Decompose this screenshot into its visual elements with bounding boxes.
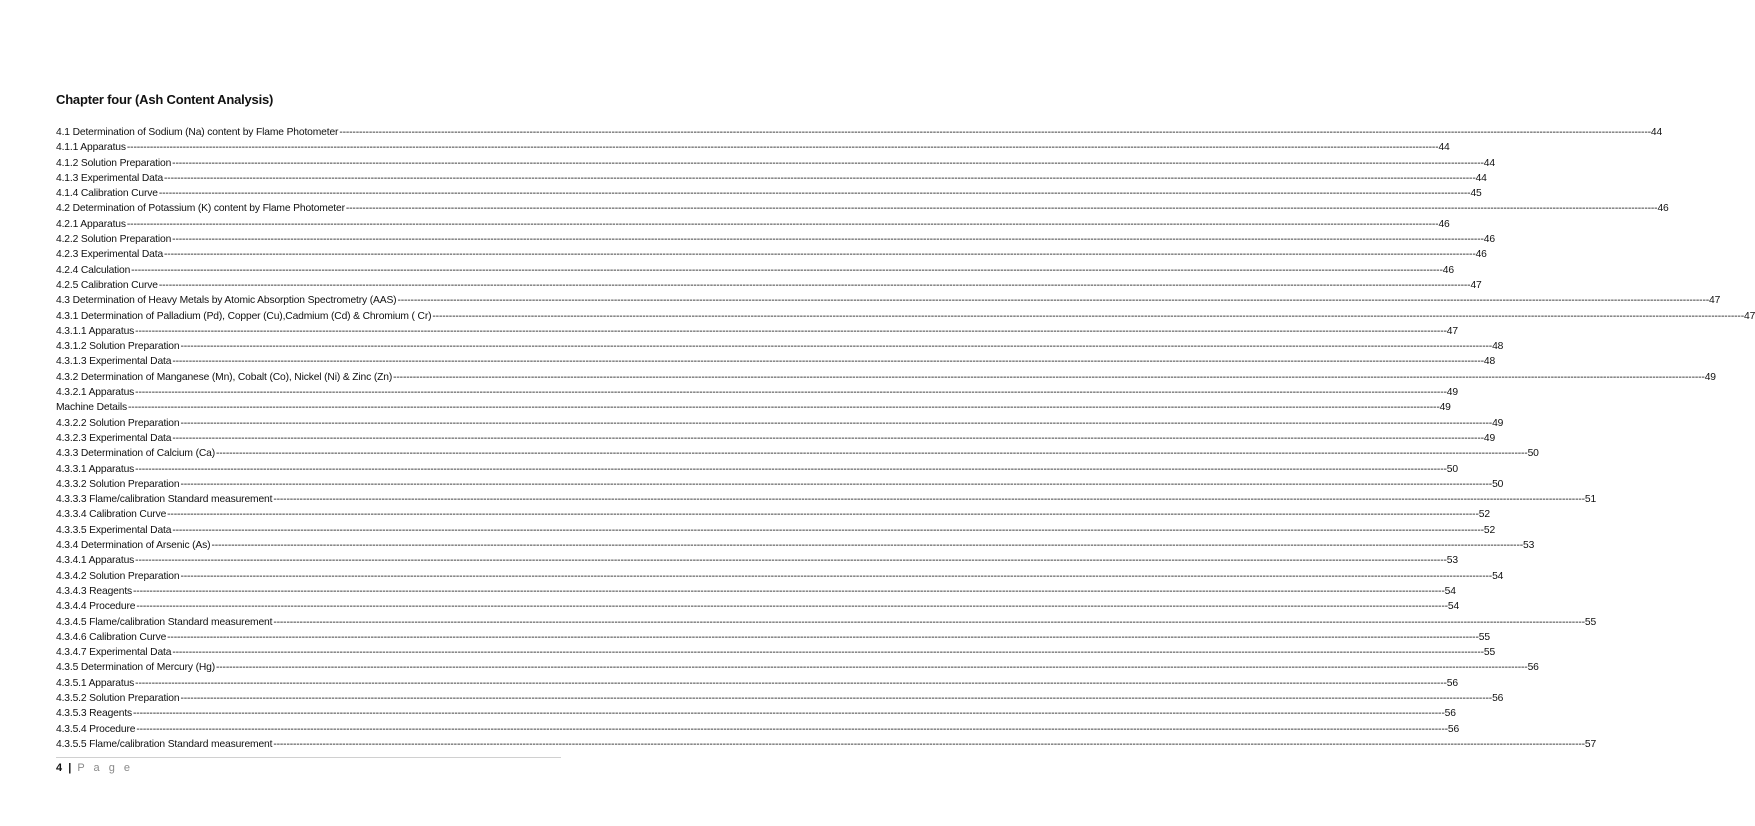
toc-entry[interactable] (56, 492, 1597, 507)
toc-entry-page: 56 (1448, 722, 1459, 737)
toc-entry-line (56, 171, 1487, 186)
toc-entry-label: 4.3.4.3 Reagents (56, 584, 133, 599)
toc-dash-leader: ---------------------------------------------------------------------------------------------------------------------------------------------------------------------------------------------------------------------------------------------------------------------------------------------------------------------------------------------------------------------------------------------------------------- (180, 570, 1493, 582)
toc-entry-page: 57 (1585, 737, 1596, 752)
toc-entry-label: 4.3.1.3 Experimental Data (56, 354, 172, 369)
toc-entry-page: 55 (1479, 630, 1490, 645)
toc-entry-page: 53 (1447, 553, 1458, 568)
toc-entry-label: 4.3.5 Determination of Mercury (Hg) (56, 660, 216, 675)
toc-entry-page: 50 (1528, 446, 1539, 461)
toc-entry[interactable] (56, 293, 1721, 308)
toc-entry-label: 4.3.5.3 Reagents (56, 706, 133, 721)
toc-dash-leader: ---------------------------------------------------------------------------------------------------------------------------------------------------------------------------------------------------------------------------------------------------------------------------------------------------------------------------------------------------------------------------------------------------------------- (216, 448, 1528, 460)
toc-entry-label: 4.3.3.4 Calibration Curve (56, 507, 167, 522)
toc-entry-page: 52 (1479, 507, 1490, 522)
toc-dash-leader: ---------------------------------------------------------------------------------------------------------------------------------------------------------------------------------------------------------------------------------------------------------------------------------------------------------------------------------------------------------------------------------------------------------------- (216, 662, 1528, 674)
toc-entry[interactable] (56, 599, 1460, 614)
toc-entry-line (56, 722, 1460, 737)
toc-dash-leader: ---------------------------------------------------------------------------------------------------------------------------------------------------------------------------------------------------------------------------------------------------------------------------------------------------------------------------------------------------------------------------------------------------------------- (273, 738, 1585, 750)
toc-entry[interactable] (56, 217, 1450, 232)
toc-entry[interactable] (56, 263, 1454, 278)
toc-dash-leader: ---------------------------------------------------------------------------------------------------------------------------------------------------------------------------------------------------------------------------------------------------------------------------------------------------------------------------------------------------------------------------------------------------------------- (126, 218, 1439, 230)
toc-entry-page: 51 (1585, 492, 1596, 507)
toc-dash-leader: ---------------------------------------------------------------------------------------------------------------------------------------------------------------------------------------------------------------------------------------------------------------------------------------------------------------------------------------------------------------------------------------------------------------- (432, 310, 1744, 322)
toc-entry-label: 4.3.3 Determination of Calcium (Ca) (56, 446, 216, 461)
toc-entry-line (56, 492, 1597, 507)
toc-entry-line (56, 477, 1504, 492)
toc-entry[interactable] (56, 324, 1458, 339)
toc-entry-page: 52 (1484, 523, 1495, 538)
toc-entry-page: 46 (1438, 217, 1449, 232)
toc-entry-page: 56 (1492, 691, 1503, 706)
toc-entry-line (56, 385, 1458, 400)
toc-entry-line (56, 140, 1450, 155)
toc-entry-line (56, 645, 1496, 660)
toc-entry[interactable] (56, 584, 1456, 599)
toc-entry-line (56, 416, 1504, 431)
toc-dash-leader: ---------------------------------------------------------------------------------------------------------------------------------------------------------------------------------------------------------------------------------------------------------------------------------------------------------------------------------------------------------------------------------------------------------------- (135, 325, 1447, 337)
toc-entry[interactable] (56, 416, 1504, 431)
toc-entry-line (56, 324, 1458, 339)
toc-entry-label: 4.3.5.2 Solution Preparation (56, 691, 180, 706)
toc-entry-line (56, 462, 1458, 477)
toc-entry[interactable] (56, 691, 1504, 706)
toc-entry-page: 44 (1438, 140, 1449, 155)
toc-entry[interactable] (56, 645, 1496, 660)
toc-entry-label: Machine Details (56, 400, 128, 415)
toc-entry-label: 4.2.4 Calculation (56, 263, 131, 278)
toc-entry-line (56, 523, 1496, 538)
table-of-contents (56, 125, 1755, 752)
toc-entry[interactable] (56, 171, 1487, 186)
toc-entry-page: 47 (1447, 324, 1458, 339)
toc-entry-label: 4.2.5 Calibration Curve (56, 278, 159, 293)
toc-entry[interactable] (56, 737, 1597, 752)
toc-entry-label: 4.3.4.6 Calibration Curve (56, 630, 167, 645)
toc-entry[interactable] (56, 523, 1496, 538)
toc-entry-line (56, 706, 1456, 721)
toc-entry-page: 46 (1484, 232, 1495, 247)
toc-entry-line (56, 446, 1539, 461)
footer-page-word: P a g e (77, 762, 133, 774)
toc-entry-label: 4.3.5.4 Procedure (56, 722, 136, 737)
toc-entry-line (56, 507, 1490, 522)
toc-entry[interactable] (56, 201, 1669, 216)
toc-entry[interactable] (56, 156, 1495, 171)
toc-dash-leader: ---------------------------------------------------------------------------------------------------------------------------------------------------------------------------------------------------------------------------------------------------------------------------------------------------------------------------------------------------------------------------------------------------------------- (273, 616, 1585, 628)
toc-dash-leader: ---------------------------------------------------------------------------------------------------------------------------------------------------------------------------------------------------------------------------------------------------------------------------------------------------------------------------------------------------------------------------------------------------------------- (345, 203, 1658, 215)
toc-entry-label: 4.3.3.2 Solution Preparation (56, 477, 180, 492)
toc-entry-line (56, 293, 1721, 308)
toc-dash-leader: ---------------------------------------------------------------------------------------------------------------------------------------------------------------------------------------------------------------------------------------------------------------------------------------------------------------------------------------------------------------------------------------------------------------- (172, 432, 1484, 444)
toc-dash-leader: ---------------------------------------------------------------------------------------------------------------------------------------------------------------------------------------------------------------------------------------------------------------------------------------------------------------------------------------------------------------------------------------------------------------- (172, 647, 1484, 659)
toc-entry-label: 4.3.4 Determination of Arsenic (As) (56, 538, 211, 553)
toc-entry[interactable] (56, 462, 1458, 477)
toc-entry-line (56, 630, 1490, 645)
toc-entry-page: 50 (1447, 462, 1458, 477)
toc-entry-label: 4.1.4 Calibration Curve (56, 186, 159, 201)
toc-entry-line (56, 339, 1504, 354)
toc-entry-page: 47 (1709, 293, 1720, 308)
toc-entry-page: 50 (1492, 477, 1503, 492)
toc-entry-page: 49 (1440, 400, 1451, 415)
toc-dash-leader: ---------------------------------------------------------------------------------------------------------------------------------------------------------------------------------------------------------------------------------------------------------------------------------------------------------------------------------------------------------------------------------------------------------------- (397, 295, 1710, 307)
toc-entry[interactable] (56, 278, 1482, 293)
toc-entry-label: 4.3.5.5 Flame/calibration Standard measurement (56, 737, 273, 752)
toc-dash-leader: ---------------------------------------------------------------------------------------------------------------------------------------------------------------------------------------------------------------------------------------------------------------------------------------------------------------------------------------------------------------------------------------------------------------- (136, 723, 1448, 735)
toc-entry[interactable] (56, 186, 1482, 201)
chapter-title: Chapter four (Ash Content Analysis) (56, 92, 274, 107)
toc-entry[interactable] (56, 706, 1456, 721)
toc-entry-page: 45 (1470, 186, 1481, 201)
toc-entry-label: 4.3.3.3 Flame/calibration Standard measurement (56, 492, 273, 507)
toc-entry-line (56, 400, 1451, 415)
toc-entry-label: 4.1.3 Experimental Data (56, 171, 164, 186)
toc-entry[interactable] (56, 507, 1490, 522)
toc-entry-label: 4.1.2 Solution Preparation (56, 156, 172, 171)
toc-entry-label: 4.3.2.3 Experimental Data (56, 431, 172, 446)
toc-entry-line (56, 217, 1450, 232)
toc-dash-leader: ---------------------------------------------------------------------------------------------------------------------------------------------------------------------------------------------------------------------------------------------------------------------------------------------------------------------------------------------------------------------------------------------------------------- (339, 127, 1651, 138)
toc-dash-leader: ---------------------------------------------------------------------------------------------------------------------------------------------------------------------------------------------------------------------------------------------------------------------------------------------------------------------------------------------------------------------------------------------------------------- (172, 157, 1484, 169)
toc-entry-page: 55 (1585, 615, 1596, 630)
toc-dash-leader: ---------------------------------------------------------------------------------------------------------------------------------------------------------------------------------------------------------------------------------------------------------------------------------------------------------------------------------------------------------------------------------------------------------------- (136, 601, 1448, 613)
toc-entry-label: 4.2.1 Apparatus (56, 217, 127, 232)
toc-dash-leader: ---------------------------------------------------------------------------------------------------------------------------------------------------------------------------------------------------------------------------------------------------------------------------------------------------------------------------------------------------------------------------------------------------------------- (172, 356, 1484, 368)
toc-entry-line (56, 201, 1669, 216)
toc-entry-label: 4.3.1.2 Solution Preparation (56, 339, 180, 354)
toc-entry-page: 44 (1476, 171, 1487, 186)
toc-entry-label: 4.3.4.1 Apparatus (56, 553, 135, 568)
toc-dash-leader: ---------------------------------------------------------------------------------------------------------------------------------------------------------------------------------------------------------------------------------------------------------------------------------------------------------------------------------------------------------------------------------------------------------------- (273, 494, 1585, 506)
toc-entry[interactable] (56, 125, 1663, 140)
toc-entry-page: 47 (1744, 309, 1755, 324)
toc-dash-leader: ---------------------------------------------------------------------------------------------------------------------------------------------------------------------------------------------------------------------------------------------------------------------------------------------------------------------------------------------------------------------------------------------------------------- (126, 142, 1439, 154)
toc-entry-label: 4.3.1 Determination of Palladium (Pd), Copper (Cu),Cadmium (Cd) & Chromium ( Cr) (56, 309, 432, 324)
toc-entry-page: 49 (1705, 370, 1716, 385)
toc-entry[interactable] (56, 446, 1539, 461)
toc-entry-page: 46 (1476, 247, 1487, 262)
toc-entry[interactable] (56, 676, 1458, 691)
toc-dash-leader: ---------------------------------------------------------------------------------------------------------------------------------------------------------------------------------------------------------------------------------------------------------------------------------------------------------------------------------------------------------------------------------------------------------------- (135, 463, 1447, 475)
toc-entry-page: 49 (1492, 416, 1503, 431)
footer-page-number: 4 (56, 762, 63, 774)
toc-entry[interactable] (56, 354, 1496, 369)
toc-dash-leader: ---------------------------------------------------------------------------------------------------------------------------------------------------------------------------------------------------------------------------------------------------------------------------------------------------------------------------------------------------------------------------------------------------------------- (180, 341, 1493, 353)
toc-entry-page: 49 (1484, 431, 1495, 446)
toc-entry-line (56, 538, 1535, 553)
toc-entry-line (56, 737, 1597, 752)
toc-entry-label: 4.3.3.5 Experimental Data (56, 523, 172, 538)
toc-entry-line (56, 232, 1495, 247)
toc-entry-line (56, 660, 1539, 675)
toc-entry-page: 49 (1447, 385, 1458, 400)
toc-entry-label: 4.3 Determination of Heavy Metals by Atomic Absorption Spectrometry (AAS) (56, 293, 397, 308)
toc-entry-label: 4.3.2 Determination of Manganese (Mn), Cobalt (Co), Nickel (Ni) & Zinc (Zn) (56, 370, 393, 385)
toc-entry-label: 4.3.2.1 Apparatus (56, 385, 135, 400)
toc-dash-leader: ---------------------------------------------------------------------------------------------------------------------------------------------------------------------------------------------------------------------------------------------------------------------------------------------------------------------------------------------------------------------------------------------------------------- (180, 692, 1493, 704)
toc-dash-leader: ---------------------------------------------------------------------------------------------------------------------------------------------------------------------------------------------------------------------------------------------------------------------------------------------------------------------------------------------------------------------------------------------------------------- (135, 677, 1447, 689)
toc-dash-leader: ---------------------------------------------------------------------------------------------------------------------------------------------------------------------------------------------------------------------------------------------------------------------------------------------------------------------------------------------------------------------------------------------------------------- (133, 708, 1445, 720)
toc-entry-label: 4.3.4.5 Flame/calibration Standard measurement (56, 615, 273, 630)
toc-entry-page: 44 (1484, 156, 1495, 171)
toc-entry-line (56, 370, 1716, 385)
toc-dash-leader: ---------------------------------------------------------------------------------------------------------------------------------------------------------------------------------------------------------------------------------------------------------------------------------------------------------------------------------------------------------------------------------------------------------------- (167, 631, 1479, 643)
toc-dash-leader: ---------------------------------------------------------------------------------------------------------------------------------------------------------------------------------------------------------------------------------------------------------------------------------------------------------------------------------------------------------------------------------------------------------------- (135, 555, 1447, 567)
toc-entry-line (56, 691, 1504, 706)
toc-dash-leader: ---------------------------------------------------------------------------------------------------------------------------------------------------------------------------------------------------------------------------------------------------------------------------------------------------------------------------------------------------------------------------------------------------------------- (128, 402, 1440, 414)
toc-entry-line (56, 354, 1496, 369)
footer-separator: | (68, 762, 72, 774)
toc-entry-label: 4.1 Determination of Sodium (Na) content by Flame Photometer (56, 125, 339, 140)
toc-entry-label: 4.3.4.2 Solution Preparation (56, 569, 180, 584)
toc-entry[interactable] (56, 339, 1504, 354)
toc-entry-line (56, 125, 1663, 140)
toc-entry-page: 46 (1443, 263, 1454, 278)
toc-entry-line (56, 186, 1482, 201)
toc-entry-label: 4.2.3 Experimental Data (56, 247, 164, 262)
toc-entry-line (56, 263, 1454, 278)
toc-entry-line (56, 676, 1458, 691)
toc-entry-page: 56 (1447, 676, 1458, 691)
toc-dash-leader: ---------------------------------------------------------------------------------------------------------------------------------------------------------------------------------------------------------------------------------------------------------------------------------------------------------------------------------------------------------------------------------------------------------------- (133, 585, 1445, 597)
toc-dash-leader: ---------------------------------------------------------------------------------------------------------------------------------------------------------------------------------------------------------------------------------------------------------------------------------------------------------------------------------------------------------------------------------------------------------------- (172, 234, 1484, 246)
toc-dash-leader: ---------------------------------------------------------------------------------------------------------------------------------------------------------------------------------------------------------------------------------------------------------------------------------------------------------------------------------------------------------------------------------------------------------------- (135, 387, 1447, 399)
toc-entry[interactable] (56, 400, 1451, 415)
toc-dash-leader: ---------------------------------------------------------------------------------------------------------------------------------------------------------------------------------------------------------------------------------------------------------------------------------------------------------------------------------------------------------------------------------------------------------------- (158, 279, 1471, 291)
toc-entry[interactable] (56, 385, 1458, 400)
toc-dash-leader: ---------------------------------------------------------------------------------------------------------------------------------------------------------------------------------------------------------------------------------------------------------------------------------------------------------------------------------------------------------------------------------------------------------------- (172, 524, 1484, 536)
toc-entry[interactable] (56, 722, 1460, 737)
toc-entry-label: 4.3.1.1 Apparatus (56, 324, 135, 339)
toc-dash-leader: ---------------------------------------------------------------------------------------------------------------------------------------------------------------------------------------------------------------------------------------------------------------------------------------------------------------------------------------------------------------------------------------------------------------- (158, 188, 1471, 200)
toc-entry[interactable] (56, 232, 1495, 247)
toc-entry-label: 4.3.3.1 Apparatus (56, 462, 135, 477)
toc-entry[interactable] (56, 615, 1597, 630)
toc-entry[interactable] (56, 538, 1535, 553)
toc-entry[interactable] (56, 140, 1450, 155)
toc-entry-page: 54 (1445, 584, 1456, 599)
toc-entry-page: 53 (1523, 538, 1534, 553)
toc-entry-page: 54 (1448, 599, 1459, 614)
toc-entry-page: 56 (1445, 706, 1456, 721)
toc-entry-page: 46 (1657, 201, 1668, 216)
toc-entry-label: 4.3.4.7 Experimental Data (56, 645, 172, 660)
toc-entry-label: 4.1.1 Apparatus (56, 140, 127, 155)
toc-dash-leader: ---------------------------------------------------------------------------------------------------------------------------------------------------------------------------------------------------------------------------------------------------------------------------------------------------------------------------------------------------------------------------------------------------------------- (167, 509, 1479, 521)
toc-entry-line (56, 247, 1487, 262)
toc-entry-line (56, 584, 1456, 599)
toc-entry-label: 4.2.2 Solution Preparation (56, 232, 172, 247)
toc-entry-line (56, 431, 1496, 446)
toc-entry-page: 47 (1470, 278, 1481, 293)
toc-entry-label: 4.2 Determination of Potassium (K) content by Flame Photometer (56, 201, 346, 216)
toc-entry[interactable] (56, 660, 1539, 675)
toc-entry-page: 48 (1492, 339, 1503, 354)
toc-entry-page: 48 (1484, 354, 1495, 369)
toc-entry-label: 4.3.4.4 Procedure (56, 599, 136, 614)
toc-entry-line (56, 569, 1504, 584)
toc-entry[interactable] (56, 569, 1504, 584)
toc-entry-line (56, 278, 1482, 293)
toc-entry[interactable] (56, 247, 1487, 262)
toc-entry[interactable] (56, 630, 1490, 645)
toc-dash-leader: ---------------------------------------------------------------------------------------------------------------------------------------------------------------------------------------------------------------------------------------------------------------------------------------------------------------------------------------------------------------------------------------------------------------- (180, 478, 1493, 490)
toc-entry-label: 4.3.2.2 Solution Preparation (56, 416, 180, 431)
toc-entry-page: 54 (1492, 569, 1503, 584)
toc-entry-label: 4.3.5.1 Apparatus (56, 676, 135, 691)
toc-dash-leader: ---------------------------------------------------------------------------------------------------------------------------------------------------------------------------------------------------------------------------------------------------------------------------------------------------------------------------------------------------------------------------------------------------------------- (180, 417, 1493, 429)
toc-entry-line (56, 599, 1460, 614)
toc-dash-leader: ---------------------------------------------------------------------------------------------------------------------------------------------------------------------------------------------------------------------------------------------------------------------------------------------------------------------------------------------------------------------------------------------------------------- (164, 172, 1476, 184)
toc-dash-leader: ---------------------------------------------------------------------------------------------------------------------------------------------------------------------------------------------------------------------------------------------------------------------------------------------------------------------------------------------------------------------------------------------------------------- (131, 264, 1443, 276)
toc-entry[interactable] (56, 370, 1716, 385)
toc-dash-leader: ---------------------------------------------------------------------------------------------------------------------------------------------------------------------------------------------------------------------------------------------------------------------------------------------------------------------------------------------------------------------------------------------------------------- (164, 249, 1476, 261)
toc-entry-line (56, 553, 1458, 568)
toc-entry[interactable] (56, 477, 1504, 492)
footer-divider (56, 757, 561, 758)
toc-entry-page: 55 (1484, 645, 1495, 660)
toc-entry-page: 44 (1651, 125, 1662, 140)
toc-entry[interactable] (56, 553, 1458, 568)
toc-entry-line (56, 615, 1597, 630)
toc-entry-page: 56 (1528, 660, 1539, 675)
page-footer (56, 762, 133, 774)
toc-dash-leader: ---------------------------------------------------------------------------------------------------------------------------------------------------------------------------------------------------------------------------------------------------------------------------------------------------------------------------------------------------------------------------------------------------------------- (211, 540, 1524, 552)
toc-entry[interactable] (56, 309, 1755, 324)
toc-entry-line (56, 309, 1755, 324)
toc-entry-line (56, 156, 1495, 171)
toc-entry[interactable] (56, 431, 1496, 446)
toc-dash-leader: ---------------------------------------------------------------------------------------------------------------------------------------------------------------------------------------------------------------------------------------------------------------------------------------------------------------------------------------------------------------------------------------------------------------- (393, 371, 1705, 383)
